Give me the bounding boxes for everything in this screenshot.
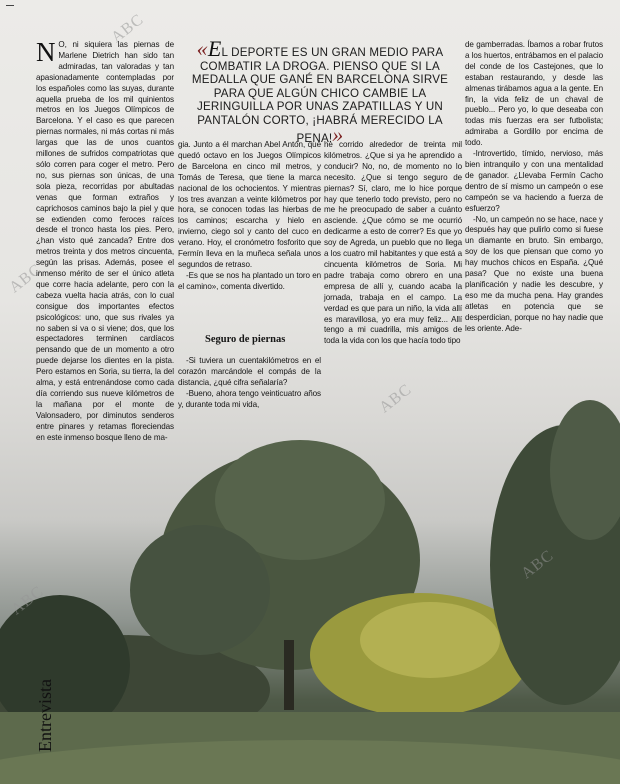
section-label-text: Entrevista — [35, 679, 55, 752]
yellow-shrub-highlight — [360, 602, 500, 678]
subheading: Seguro de piernas — [205, 334, 286, 345]
text-column-2 — [178, 140, 321, 293]
column-2-paragraph-2: -Es que se nos ha plantado un toro en el camino», comenta divertido. — [178, 270, 321, 291]
column-2-paragraph-4: -Bueno, ahora tengo veinticuatro años y, durante toda mi vida, — [178, 388, 321, 409]
column-2-paragraph-1: gia. Junto a él marchan Abel Antón, que quedó octavo en los Juegos Olímpicos de Barcelona en cinco mil metros, y Tomás de Teresa, que tiene la marca nacional de los ochocientos. Y mientras los tres avanzan a veinte kilómetros por hora, se conocen todas las hierbas de los caminos; escarcha y hielo en invierno, ciego sol y canto del cuco en verano. Hoy, el cronómetro fosforito que Fermín lleva en la muñeca señala unos segundos de retraso. — [178, 140, 321, 269]
watermark-1: ABC — [108, 10, 148, 47]
text-column-1 — [36, 37, 174, 444]
drop-cap: N — [36, 37, 56, 67]
quote-open-mark: « — [196, 36, 208, 61]
tree-center-left — [130, 525, 270, 655]
corner-mark — [6, 5, 14, 6]
tree-trunk — [284, 640, 294, 710]
quote-close-mark: » — [332, 121, 344, 147]
watermark-4: ABC — [8, 582, 48, 619]
quote-text: L DEPORTE ES UN GRAN MEDIO PARA COMBATIR LA DROGA. PIENSO QUE SI LA MEDALLA QUE GANÉ EN BARCELONA SIRVE PARA QUE ALGÚN CHICO CAMBIE LA JERINGUILLA POR UNAS ZAPATILLAS Y UN PANTALÓN CORTO, ¡HABRÁ MERECIDO LA PENA! — [191, 46, 449, 145]
column-4-paragraph-1: de gamberradas. Íbamos a robar frutos a los huertos, entrábamos en el palacio del conde de los Castejones, que lo estaban restaurando, y desde las almenas tirábamos agua a la gente. En fin, la vida feliz de un chaval de pueblo... Pero yo, lo que deseaba con todas mis fuerzas era ser futbolista; admiraba a Gordillo por encima de todo. — [465, 40, 603, 148]
watermark-2: ABC — [6, 260, 46, 297]
column-2-paragraph-3: -Si tuviera un cuentakilómetros en el corazón marcándole el compás de la distancia, ¿qué cifra señalaría? — [178, 356, 321, 387]
column-4-paragraph-3: -No, un campeón no se hace, nace y después hay que pulirlo como si fuese un diamante en bruto. Sin embargo, soy de los que piensan que como yo hay muchos chicos en España. ¿Qué pasa? Que no existe una buena planificación y nadie les descubre, y eso me da mucha pena. Hay grandes atletas en potencia que se desperdician, porque no hay nadie que les oriente. Ade- — [465, 214, 603, 333]
quote-initial: E — [207, 36, 222, 61]
section-label — [36, 632, 60, 752]
text-column-2-lower — [178, 356, 321, 411]
watermark-3: ABC — [376, 380, 416, 417]
text-column-3 — [324, 140, 462, 347]
pull-quote — [180, 36, 460, 147]
watermark-5: ABC — [518, 546, 558, 583]
column-3-paragraph-1: he corrido alrededor de treinta mil kilómetros. ¿Que si ya he aprendido a conducir? No, no, de momento no lo necesito. ¿Que si tengo seguro de piernas? Sí, claro, me lo hice porque hay que tenerlo todo previsto, pero no me he preocupado de saber a cuánto asciende. ¿Que cómo se me ocurrió dedicarme a esto de correr? Es que yo soy de Agreda, un pueblo que no llega a los cuatro mil habitantes y que está a cincuenta kilómetros de Soria. Mi padre trabaja como obrero en una empresa de allí y, cuando acaba la jornada, trabaja en el campo. La verdad es que para un niño, la vida allí es maravillosa, yo era muy feliz... Allí tengo a mi cuadrilla, mis amigos de toda la vida con los que hacía todo tipo — [324, 140, 462, 346]
column-1-text: O, ni siquiera las piernas de Marlene Dietrich han sido tan admiradas, tan valoradas y tan apasionadamente contempladas por los españoles como las suyas, durante aquella prueba de los mil quinientos metros en los Juegos Olímpicos de Barcelona. Y el caso es que parecen piernas normales, ni más cortas ni más largas que las de unos cuantos millones de sufridos compatriotas que sólo corren para coger el metro. Pero no, sus piernas son únicas, de una sola pieza, recorridas por abultadas venas que forman extraños y caprichosos caminos bajo la piel y que se extienden como feroces raíces desde el tronco hasta los pies. Pero, ¿han visto qué zancada? Entre dos metros treinta y dos metros cincuenta, según las prisas. Además, posee el inmenso mérito de ser el único atleta que corre hacia adelante, pero con la cabeza vuelta hacia atrás, con lo cual consigue dos importantes efectos psicológicos: uno, que sus rivales ya no saben si va o si viene; dos, que los espectadores terminen cardíacos pensando que de un momento a otro puede dejarse los dientes en la pista. Pero estamos en Soria, su tierra, la del alma, y está entrenándose como cada día corriendo sus nueve kilómetros de la mañana por el monte de Valonsadero, por diminutos senderos entre pinares y retamas floreciendas en este inmenso bosque lleno de ma- — [36, 40, 174, 442]
column-4-paragraph-2: -Introvertido, tímido, nervioso, más bien intranquilo y con una mentalidad de ganador. ¿Llevaba Fermín Cacho dentro de sí mismo un campeón o ese campeón se va haciendo a fuerza de esfuerzo? — [465, 149, 603, 213]
text-column-4 — [465, 40, 603, 334]
column-1-paragraph — [36, 37, 174, 444]
